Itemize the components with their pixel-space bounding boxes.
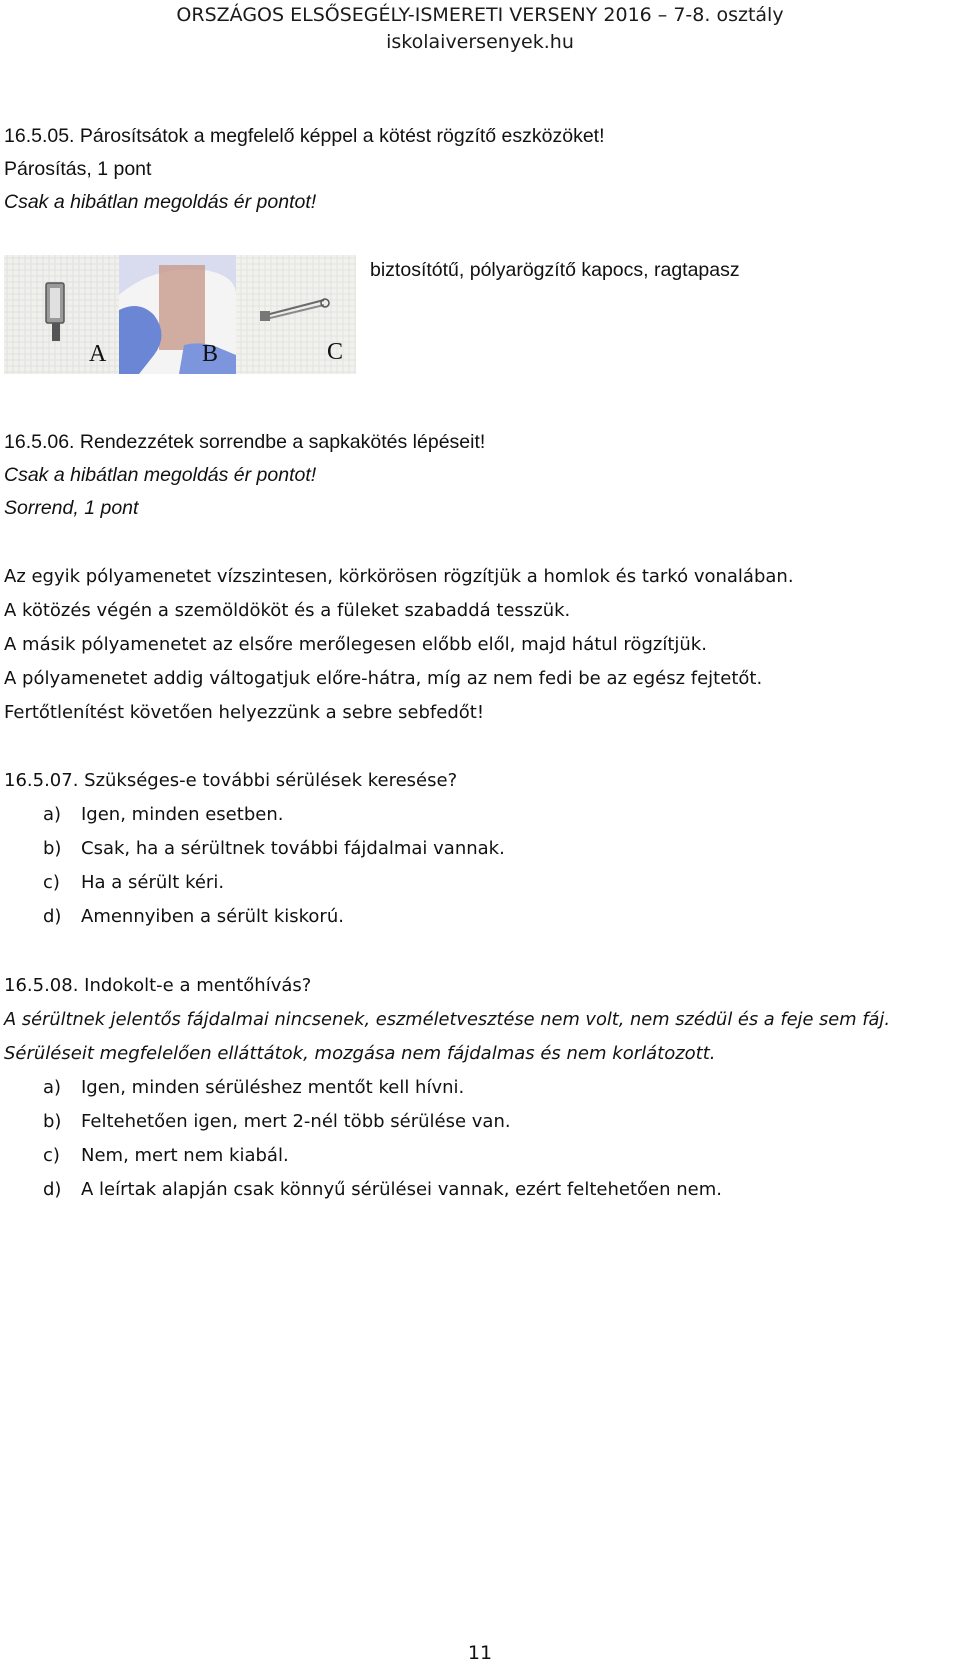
q3-option-d: d) Amennyiben a sérült kiskorú.: [43, 906, 344, 927]
q2-step: A másik pólyamenetet az elsőre merőlegesen előbb elől, majd hátul rögzítjük.: [4, 634, 707, 655]
header-site: iskolaiversenyek.hu: [386, 31, 574, 53]
q2-note: Csak a hibátlan megoldás ér pontot!: [4, 464, 317, 486]
image-label-a: A: [89, 341, 107, 367]
bandage-photo-illustration: [4, 255, 356, 374]
q1-note: Csak a hibátlan megoldás ér pontot!: [4, 191, 317, 213]
q2-step: Fertőtlenítést követően helyezzünk a sebre sebfedőt!: [4, 702, 485, 723]
page-number: 11: [467, 1642, 493, 1664]
bandage-fixing-photo: [4, 255, 356, 374]
q3-title: 16.5.07. Szükséges-e további sérülések keresése?: [4, 770, 458, 791]
q3-option-a: a) Igen, minden esetben.: [43, 804, 284, 825]
q1-items: biztosítótű, pólyarögzítő kapocs, ragtapasz: [370, 259, 740, 281]
q2-step: Az egyik pólyamenetet vízszintesen, körkörösen rögzítjük a homlok és tarkó vonalában.: [4, 566, 794, 587]
page-header: [0, 2, 960, 56]
q4-option-c: c) Nem, mert nem kiabál.: [43, 1145, 289, 1166]
q4-option-b: b) Feltehetően igen, mert 2-nél több sérülése van.: [43, 1111, 511, 1132]
header-title: ORSZÁGOS ELSŐSEGÉLY-ISMERETI VERSENY 2016 – 7-8. osztály: [176, 4, 784, 26]
q3-option-b: b) Csak, ha a sérültnek további fájdalmai vannak.: [43, 838, 505, 859]
q1-type: Párosítás, 1 pont: [4, 158, 152, 180]
q2-title: 16.5.06. Rendezzétek sorrendbe a sapkakötés lépéseit!: [4, 431, 486, 453]
q3-option-c: c) Ha a sérült kéri.: [43, 872, 225, 893]
q4-scenario-1: A sérültnek jelentős fájdalmai nincsenek, eszméletvesztése nem volt, nem szédül és a feje sem fáj.: [4, 1009, 890, 1030]
image-label-b: B: [202, 341, 219, 367]
q2-step: A kötözés végén a szemöldököt és a füleket szabaddá tesszük.: [4, 600, 571, 621]
q4-option-a: a) Igen, minden sérüléshez mentőt kell hívni.: [43, 1077, 465, 1098]
q4-scenario-2: Sérüléseit megfelelően elláttátok, mozgása nem fájdalmas és nem korlátozott.: [4, 1043, 716, 1064]
image-label-c: C: [327, 339, 344, 365]
q1-title: 16.5.05. Párosítsátok a megfelelő képpel a kötést rögzítő eszközöket!: [4, 125, 605, 147]
q2-type: Sorrend, 1 pont: [4, 497, 139, 519]
q4-title: 16.5.08. Indokolt-e a mentőhívás?: [4, 975, 312, 996]
q2-step: A pólyamenetet addig váltogatjuk előre-hátra, míg az nem fedi be az egész fejtetőt.: [4, 668, 763, 689]
q4-option-d: d) A leírtak alapján csak könnyű sérülései vannak, ezért feltehetően nem.: [43, 1179, 722, 1200]
